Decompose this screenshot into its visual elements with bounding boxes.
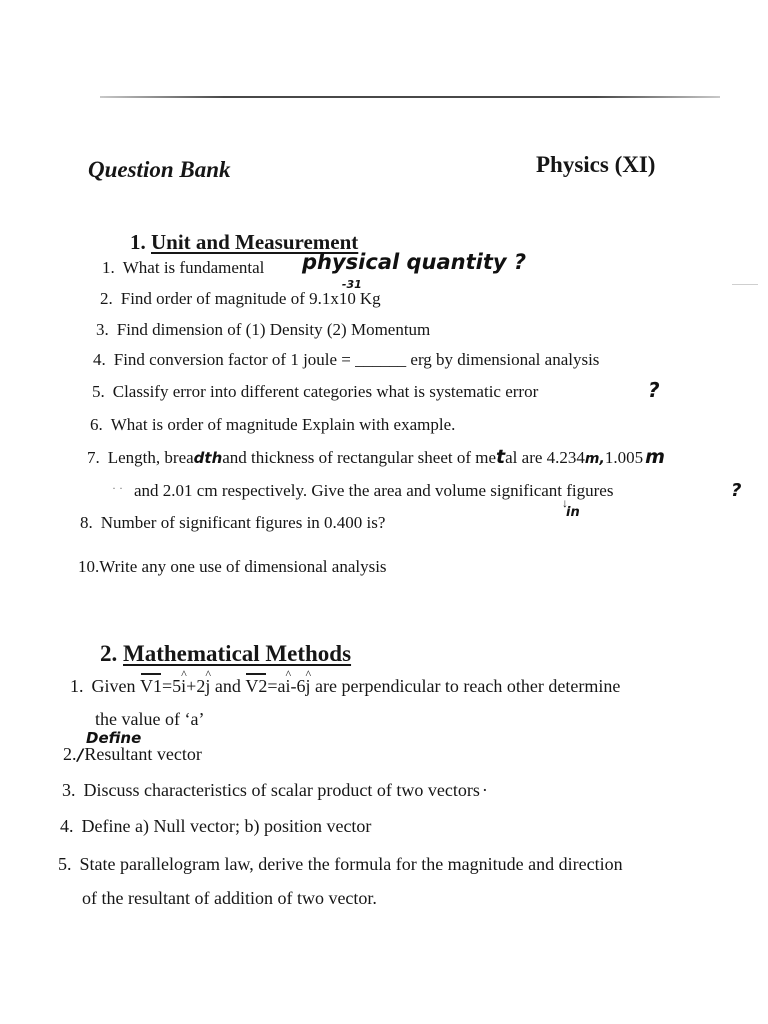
s1-q1-number: 1. — [102, 258, 115, 277]
section-1-number: 1. — [130, 230, 146, 254]
s1-q7-line2-text-b: significant figures — [490, 481, 614, 500]
s2-q1-vector-v2: V2 — [245, 676, 268, 696]
section-2-number: 2. — [100, 641, 118, 666]
insertion-arrow-icon: ↓ — [562, 496, 568, 510]
s2-q4-text-a: Define a) Null vector — [81, 816, 235, 836]
s1-question-7 — [87, 447, 665, 469]
s1-q7-hw-t: t — [496, 446, 506, 468]
s1-q5-handwriting: ? — [648, 378, 660, 402]
s1-q7-text-a: Length, brea — [107, 448, 194, 467]
s2-q1-number: 1. — [70, 676, 84, 696]
s1-q7-hw-dth: dth — [193, 449, 223, 467]
header-subject: Physics (XI) — [536, 152, 656, 177]
s1-q8-number: 8. — [80, 513, 93, 532]
s2-q3-number: 3. — [62, 780, 76, 800]
s1-q4-text: Find conversion factor of 1 joule = ______ erg by dimensional analysis — [113, 350, 600, 369]
s1-q2-unit: Kg — [359, 289, 381, 308]
s1-q7-hw-in: in — [566, 505, 580, 520]
s1-q7-line2-text-a: and 2.01 cm respectively. Give the area and volume — [134, 481, 486, 500]
s2-q1-and: and — [214, 676, 241, 696]
s2-question-1 — [70, 675, 620, 697]
s1-q6-text: What is order of magnitude Explain with example. — [110, 415, 456, 434]
s1-q4-number: 4. — [93, 350, 106, 369]
s1-q7-hw-m1: m, — [584, 451, 605, 467]
page-top-rule — [100, 96, 720, 98]
s2-q2-insertion-mark: / — [77, 745, 84, 764]
s2-q1-text-given: Given — [91, 676, 136, 696]
s1-q1-text: What is fundamental — [122, 258, 265, 277]
section-2-title — [100, 641, 351, 667]
header-question-bank: Question Bank — [88, 157, 231, 182]
s1-q10-text: Write any one use of dimensional analysis — [99, 557, 387, 576]
s1-q1-handwriting: physical quantity ? — [302, 250, 527, 274]
section-2-heading: Mathematical Methods — [123, 641, 352, 666]
s2-q2-handwriting: Define — [86, 729, 142, 747]
s2-q5-number: 5. — [58, 854, 72, 874]
s1-q10-number: 10. — [78, 557, 100, 576]
s1-q5-number: 5. — [92, 382, 105, 401]
s2-question-5-line-2: of the resultant of addition of two vector. — [82, 888, 377, 908]
s2-q3-mark: · — [481, 780, 488, 800]
s2-q3-text: Discuss characteristics of scalar product of two vectors — [83, 780, 480, 800]
s2-question-2 — [63, 743, 202, 766]
s1-q2-exponent: -31 — [341, 278, 362, 291]
section-1-heading: Unit and Measurement — [151, 230, 359, 254]
s2-q1-eq1: =5 — [162, 676, 182, 696]
s1-q6-number: 6. — [90, 415, 103, 434]
s1-q3-text: Find dimension of (1) Density (2) Momentum — [116, 320, 431, 339]
s2-q1-eq2: =a — [267, 676, 286, 696]
s2-q1-vector-v1: V1 — [140, 676, 162, 696]
s2-q1-text-rest: are perpendicular to reach other determine — [315, 676, 621, 696]
s2-question-1-line-2: the value of ‘a’ — [95, 709, 205, 729]
s1-q7-text-b: and thickness of rectangular sheet of me — [222, 448, 497, 467]
s1-q7-hw-m2: m — [645, 446, 665, 468]
s1-question-3 — [96, 320, 430, 340]
s1-question-2 — [100, 278, 381, 309]
s2-q4-number: 4. — [60, 816, 74, 836]
s2-q1-minus: -6 — [290, 676, 306, 696]
s1-question-5 — [92, 382, 538, 402]
s2-question-4 — [60, 815, 371, 837]
s1-question-6 — [90, 415, 455, 435]
s1-q2-number: 2. — [100, 289, 113, 308]
s1-q3-number: 3. — [96, 320, 109, 339]
s2-q1-unit-j1: ^ j — [205, 675, 210, 697]
smudge-mark: · · — [112, 481, 123, 495]
s2-q1-unit-i2: ^ i — [285, 675, 290, 697]
s2-q1-unit-j2: ^ j — [306, 675, 311, 697]
s1-q2-text: Find order of magnitude of 9.1x10 — [120, 289, 356, 308]
s2-question-3 — [62, 779, 488, 801]
s1-q8-text: Number of significant figures in 0.400 is? — [100, 513, 386, 532]
s1-question-7-line-2 — [134, 481, 613, 501]
s1-question-8 — [80, 513, 385, 533]
s2-q1-plus: +2 — [186, 676, 206, 696]
s1-q7-hw-question: ? — [731, 480, 742, 501]
s1-question-4 — [93, 350, 599, 370]
s1-question-10 — [78, 557, 387, 577]
s2-q1-unit-i1: ^ i — [181, 675, 186, 697]
s2-q4-text-b: b) position vector — [244, 816, 372, 836]
s1-q5-text: Classify error into different categories what is systematic error — [112, 382, 539, 401]
s1-q7-number: 7. — [87, 448, 100, 467]
s2-q4-separator: ; — [234, 816, 240, 836]
s2-q5-text-line-1: State parallelogram law, derive the formula for the magnitude and direction — [79, 854, 623, 874]
s2-question-5 — [58, 853, 623, 875]
margin-mark — [732, 284, 758, 285]
s1-q7-text-c: al are 4.234 — [505, 448, 585, 467]
s1-question-1 — [102, 258, 264, 278]
s2-q2-number: 2. — [63, 744, 77, 764]
s2-q2-text: Resultant vector — [84, 744, 202, 764]
s1-q7-text-d: 1.005 — [604, 448, 644, 467]
